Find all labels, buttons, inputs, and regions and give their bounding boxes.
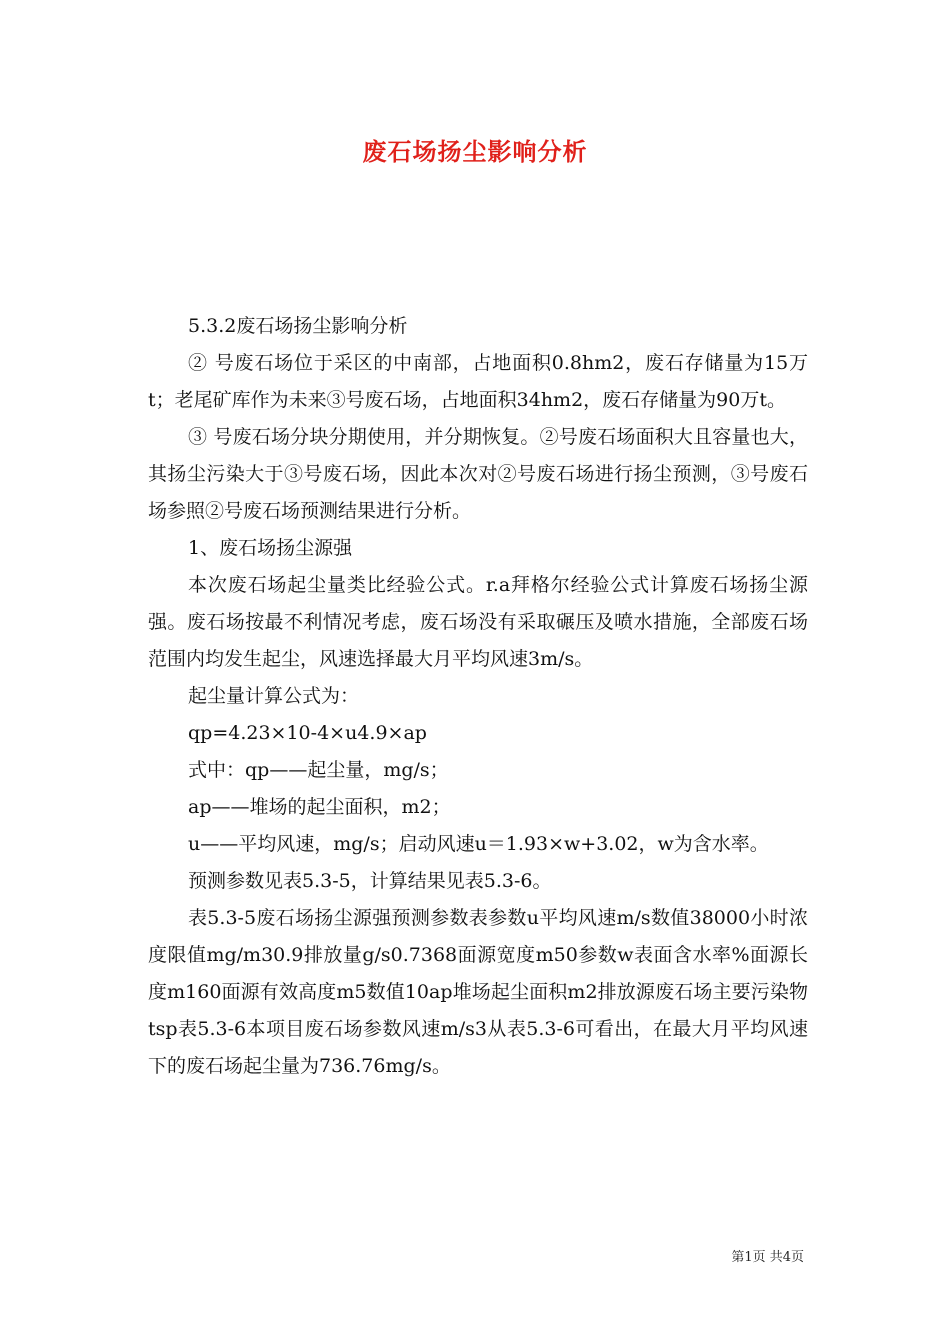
section-heading: 5.3.2废石场扬尘影响分析 bbox=[188, 315, 408, 337]
document-title: 废石场扬尘影响分析 bbox=[362, 137, 588, 166]
paragraph: 表5.3-5废石场扬尘源强预测参数表参数u平均风速m/s数值38000小时浓度限值mg/m30.9排放量g/s0.7368面源宽度m50参数w表面含水率%面源长度m160面源有效高度m5数值10ap堆场起尘面积m2排放源废石场主要污染物tsp表5.3-6本项目废石场参数风速m/s3从表5.3-6可看出，在最大月平均风速下的废石场起尘量为736.76mg/s。 bbox=[148, 907, 808, 1077]
paragraph: 预测参数见表5.3-5，计算结果见表5.3-6。 bbox=[188, 870, 552, 892]
formula: qp=4.23×10-4×u4.9×ap bbox=[188, 722, 427, 744]
formula-note: ap——堆场的起尘面积，m2； bbox=[188, 796, 451, 818]
paragraph: ② 号废石场位于采区的中南部，占地面积0.8hm2，废石存储量为15万t；老尾矿库作为未来③号废石场，占地面积34hm2，废石存储量为90万t。 bbox=[148, 352, 808, 411]
subsection-heading: 1、废石场扬尘源强 bbox=[188, 537, 353, 559]
paragraph: 起尘量计算公式为： bbox=[188, 685, 360, 707]
formula-note: u——平均风速，mg/s；启动风速u＝1.93×w+3.02，w为含水率。 bbox=[188, 833, 769, 855]
formula-note: 式中：qp——起尘量，mg/s； bbox=[188, 759, 449, 781]
document-body bbox=[148, 308, 808, 1085]
paragraph: ③ 号废石场分块分期使用，并分期恢复。②号废石场面积大且容量也大，其扬尘污染大于③号废石场，因此本次对②号废石场进行扬尘预测，③号废石场参照②号废石场预测结果进行分析。 bbox=[148, 426, 808, 522]
paragraph: 本次废石场起尘量类比经验公式。r.a拜格尔经验公式计算废石场扬尘源强。废石场按最不利情况考虑，废石场没有采取碾压及喷水措施，全部废石场范围内均发生起尘，风速选择最大月平均风速3m/s。 bbox=[148, 574, 808, 670]
page-footer: 第1页 共4页 bbox=[731, 1250, 804, 1265]
